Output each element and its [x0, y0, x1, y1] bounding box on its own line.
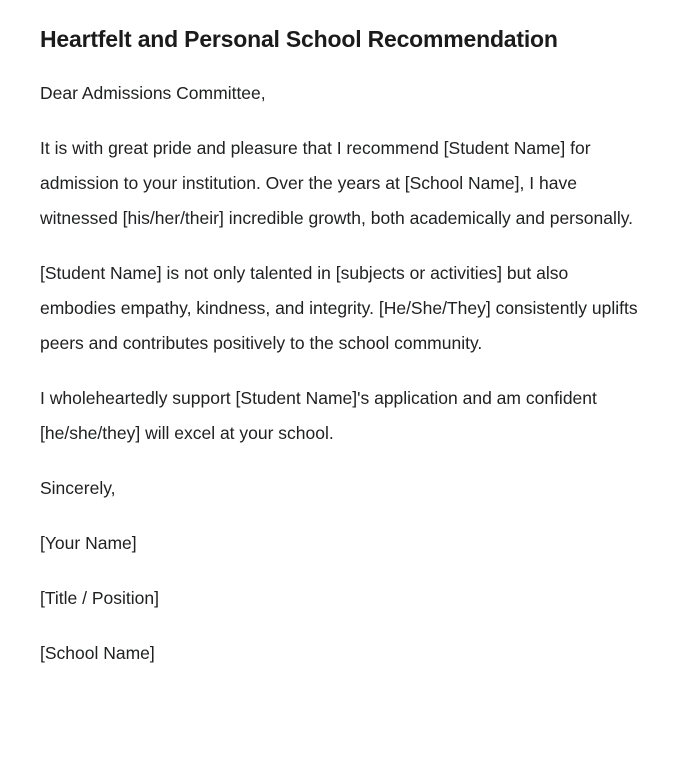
closing-line: Sincerely, — [40, 478, 116, 498]
signature-your-name: [Your Name] — [40, 533, 137, 553]
body-paragraph-3: I wholeheartedly support [Student Name]'s application and am confident [he/she/they] will excel at your school. — [40, 388, 597, 443]
document-title: Heartfelt and Personal School Recommendation — [40, 26, 558, 52]
salutation-line: Dear Admissions Committee, — [40, 83, 266, 103]
body-paragraph-1: It is with great pride and pleasure that I recommend [Student Name] for admission to your institution. Over the years at [School Name], I have witnessed [his/her/their] incredible growth, both academically and personally. — [40, 138, 634, 228]
signature-title-position: [Title / Position] — [40, 588, 159, 608]
body-paragraph-2: [Student Name] is not only talented in [subjects or activities] but also embodies empathy, kindness, and integrity. [He/She/They] consistently uplifts peers and contributes positively to the school community. — [40, 263, 638, 353]
signature-school-name: [School Name] — [40, 643, 155, 663]
